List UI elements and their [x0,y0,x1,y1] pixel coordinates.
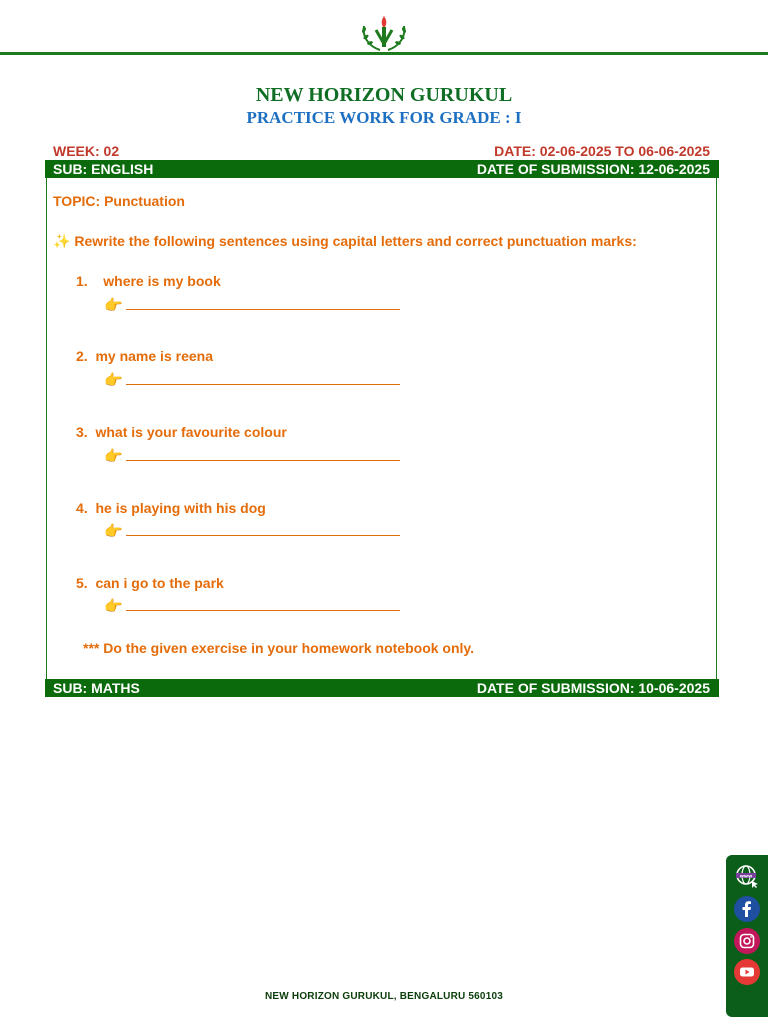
date-range: DATE: 02-06-2025 TO 06-06-2025 [494,143,710,159]
maths-submission-date: DATE OF SUBMISSION: 10-06-2025 [476,680,710,696]
answer-blank[interactable] [126,598,400,611]
english-submission-date: DATE OF SUBMISSION: 12-06-2025 [476,161,710,177]
question-text: what is your favourite colour [95,424,287,440]
answer-blank[interactable] [126,448,400,461]
english-subject-label: SUB: ENGLISH [53,161,154,177]
page-subtitle: PRACTICE WORK FOR GRADE : I [246,108,522,127]
question-number: 1. [76,273,88,289]
school-name: NEW HORIZON GURUKUL [255,84,513,106]
sparkle-icon: ✨ [53,233,71,249]
question-item [76,500,266,516]
instagram-icon[interactable] [734,928,760,954]
question-item [76,424,287,440]
answer-line[interactable] [104,296,400,315]
english-subject-bar [45,160,719,178]
week-label: WEEK: 02 [53,143,120,159]
question-item [76,348,213,364]
answer-line[interactable] [104,522,400,541]
question-number: 2. [76,348,88,364]
answer-blank[interactable] [126,372,400,385]
youtube-icon[interactable] [734,959,760,985]
pointing-hand-icon: 👉 [104,523,123,540]
maths-subject-label: SUB: MATHS [53,680,140,696]
question-text: my name is reena [95,348,213,364]
svg-text:www: www [739,874,753,880]
facebook-icon[interactable] [734,896,760,922]
pointing-hand-icon: 👉 [104,297,123,314]
question-text: can i go to the park [95,575,224,591]
question-item [76,575,224,591]
pointing-hand-icon: 👉 [104,448,123,465]
instruction-text: Rewrite the following sentences using capital letters and correct punctuation marks: [74,233,637,249]
question-number: 3. [76,424,88,440]
question-text: he is playing with his dog [95,500,266,516]
question-item [76,273,221,289]
school-logo [358,12,410,54]
pointing-hand-icon: 👉 [104,598,123,615]
answer-line[interactable] [104,597,400,616]
pointing-hand-icon: 👉 [104,372,123,389]
homework-note: *** Do the given exercise in your homework notebook only. [83,640,475,656]
footer-address: NEW HORIZON GURUKUL, BENGALURU 560103 [265,991,503,1002]
topic-label: TOPIC: Punctuation [53,193,185,209]
answer-line[interactable] [104,371,400,390]
maths-subject-bar [45,679,719,697]
question-text: where is my book [103,273,221,289]
question-number: 5. [76,575,88,591]
instruction [53,233,637,250]
answer-blank[interactable] [126,523,400,536]
website-icon[interactable] [734,863,760,889]
answer-blank[interactable] [126,297,400,310]
answer-line[interactable] [104,447,400,466]
question-number: 4. [76,500,88,516]
header-divider [0,52,768,55]
